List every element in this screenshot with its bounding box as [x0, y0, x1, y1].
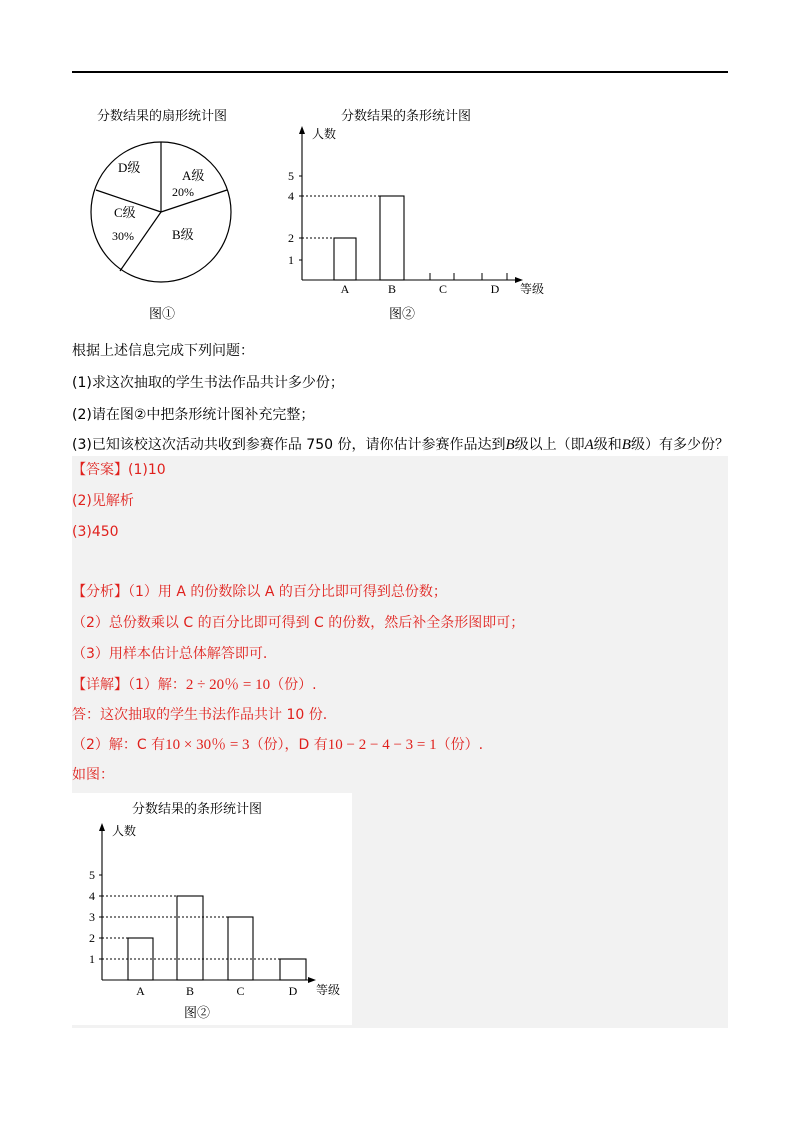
bar-q-tick-2: 2	[288, 231, 294, 245]
cc-tick-4: 4	[89, 889, 95, 903]
question-3-var-b: B	[505, 437, 515, 453]
cc-cat-b: B	[185, 984, 195, 998]
bar-q-b	[380, 196, 404, 280]
cc-y-arrow	[99, 823, 105, 831]
detail-3-b: （份），D 有	[249, 737, 328, 753]
cc-tick-1: 1	[89, 952, 95, 966]
bar-q-cat-d: D	[490, 282, 500, 296]
completed-chart-title: 分数结果的条形统计图	[131, 801, 263, 816]
detail-line-3	[72, 735, 483, 755]
detail-3-math-1: 10 × 30％ = 3	[165, 737, 250, 753]
bar-q-tick-4: 4	[288, 189, 294, 203]
pie-title: 分数结果的扇形统计图	[96, 108, 228, 123]
cc-tick-2: 2	[89, 931, 95, 945]
cc-bar-d	[280, 959, 306, 980]
pie-percent-c: 30%	[112, 229, 134, 243]
analysis-label: 【分析】	[72, 584, 128, 600]
questions-intro: 根据上述信息完成下列问题：	[72, 343, 254, 359]
cc-tick-5: 5	[89, 868, 95, 882]
header-rule	[72, 71, 728, 73]
bar-q-y-label: 人数	[312, 127, 337, 141]
answer-label: 【答案】	[72, 462, 128, 478]
bar-q-y-arrow	[299, 126, 305, 134]
detail-3-a: （2）解：C 有	[72, 737, 166, 753]
detail-label: 【详解】	[72, 677, 128, 693]
bar-q-cat-b: B	[387, 282, 397, 296]
bar-q-tick-5: 5	[288, 169, 294, 183]
cc-x-label: 等级	[316, 983, 341, 997]
detail-4: 如图：	[72, 767, 114, 783]
answer-2: (2)见解析	[72, 493, 134, 509]
analysis-1: （1）用 A 的份数除以 A 的百分比即可得到总份数；	[128, 584, 447, 600]
cc-cat-c: C	[236, 984, 245, 998]
question-3-part-g: 级）有多少份？	[630, 437, 729, 453]
cc-cat-d: D	[288, 984, 298, 998]
solution-block	[72, 456, 728, 1028]
pie-label-d: D级	[118, 160, 141, 175]
bar-q-cat-a: A	[340, 282, 350, 296]
detail-1-text: （1）解：	[128, 677, 186, 693]
bar-question-caption: 图②	[388, 306, 416, 321]
pie-percent-a: 20%	[172, 185, 194, 199]
bar-q-x-label: 等级	[520, 282, 545, 296]
pie-label-a: A级	[182, 168, 205, 183]
cc-cat-a: A	[136, 984, 145, 998]
cc-bar-b	[177, 896, 203, 980]
bar-q-cat-c: C	[438, 282, 448, 296]
completed-bar-chart	[72, 793, 352, 1025]
question-3-var-a: A	[584, 437, 594, 453]
question-3-var-b2: B	[621, 437, 631, 453]
answer-3: (3)450	[72, 524, 119, 540]
analysis-3: （3）用样本估计总体解答即可.	[72, 646, 268, 662]
cc-bar-c	[228, 917, 253, 980]
pie-caption: 图①	[148, 306, 176, 321]
bar-q-tick-1: 1	[288, 253, 294, 267]
detail-2: 答：这次抽取的学生书法作品共计 10 份.	[72, 707, 328, 723]
completed-chart-caption: 图②	[183, 1005, 211, 1020]
completed-bar-figure	[72, 793, 352, 1025]
detail-1-math: 2 ÷ 20％ = 10	[185, 677, 271, 693]
cc-x-arrow	[308, 977, 316, 983]
pie-divider-right	[161, 190, 227, 212]
detail-1-end: （份）.	[270, 677, 317, 693]
question-3	[72, 435, 729, 455]
question-figures	[72, 100, 728, 330]
answer-1: (1)10	[128, 462, 166, 478]
question-2: (2)请在图②中把条形统计图补充完整；	[72, 407, 315, 423]
analysis-2: （2）总份数乘以 C 的百分比即可得到 C 的份数，然后补全条形图即可；	[72, 615, 525, 631]
answer-line-1	[72, 460, 166, 480]
question-3-part-e: 级和	[593, 437, 622, 453]
question-3-part-a: (3)已知该校这次活动共收到参赛作品 750 份，请你估计参赛作品达到	[72, 437, 506, 453]
bar-question-title: 分数结果的条形统计图	[340, 108, 472, 123]
question-1: (1)求这次抽取的学生书法作品共计多少份；	[72, 375, 344, 391]
bar-q-a	[334, 238, 356, 280]
analysis-line-1	[72, 582, 447, 602]
cc-tick-3: 3	[89, 910, 95, 924]
question-3-part-c: 级以上（即	[514, 437, 585, 453]
bar-chart-question	[288, 126, 544, 296]
pie-label-c: C级	[114, 205, 136, 220]
pie-chart	[91, 142, 231, 282]
detail-3-math-2: 10 − 2 − 4 − 3 = 1	[327, 737, 437, 753]
cc-y-label: 人数	[112, 824, 137, 838]
detail-line-1	[72, 675, 317, 695]
detail-3-c: （份）.	[436, 737, 484, 753]
pie-label-b: B级	[172, 227, 194, 242]
